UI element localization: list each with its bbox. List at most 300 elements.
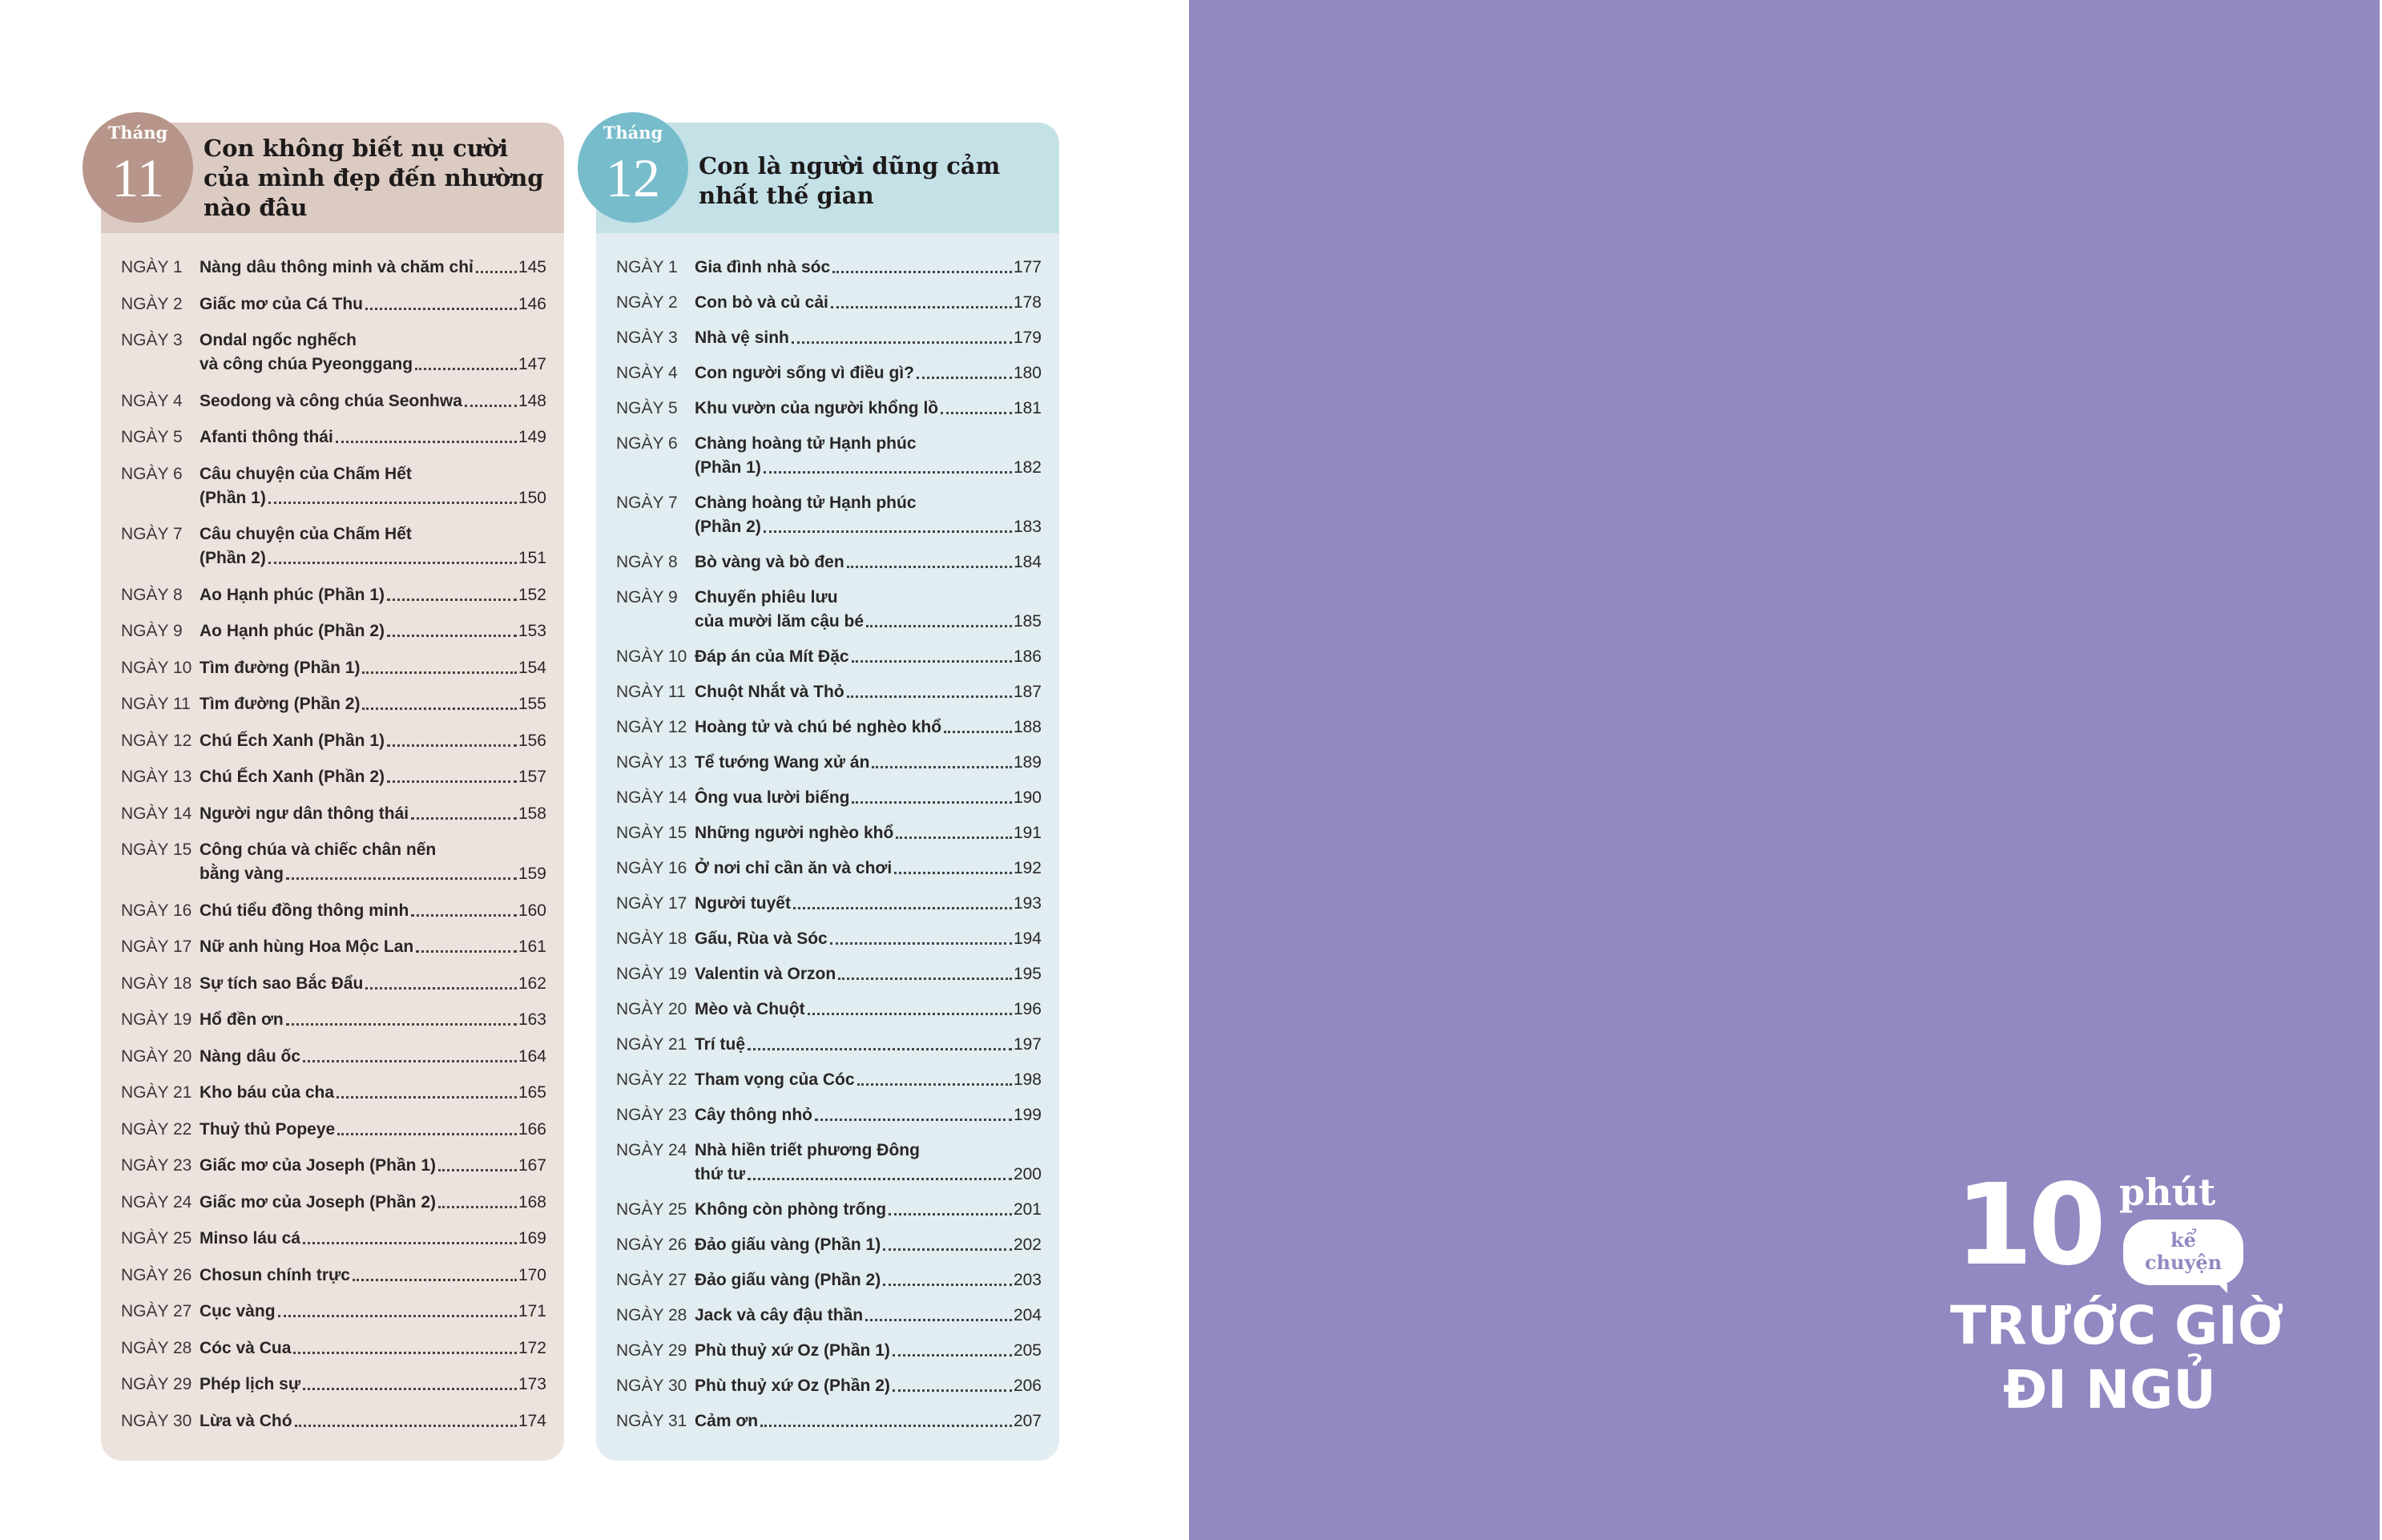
entry-body <box>695 432 1042 480</box>
page-number: 152 <box>518 585 546 604</box>
entry-body <box>200 765 546 789</box>
day-label: NGÀY 20 <box>616 1000 687 1018</box>
entry-body <box>200 1008 546 1032</box>
entry-title-line <box>200 1154 546 1178</box>
toc-entry[interactable] <box>121 838 546 886</box>
dot-leader <box>365 308 517 310</box>
toc-entry[interactable] <box>121 899 546 923</box>
entry-title: Trí tuệ <box>695 1035 746 1054</box>
toc-entry[interactable] <box>121 462 546 510</box>
month-12-list <box>616 256 1042 1445</box>
entry-title-line <box>200 802 546 826</box>
toc-entry[interactable] <box>121 1336 546 1361</box>
entry-title-line <box>200 353 546 377</box>
entry-body <box>695 1268 1042 1292</box>
page-number: 189 <box>1013 753 1042 772</box>
entry-body <box>200 656 546 680</box>
entry-title-line <box>695 1304 1042 1328</box>
month-11-list <box>121 256 546 1445</box>
entry-title: thứ tư <box>695 1165 746 1183</box>
page-number: 157 <box>518 768 546 786</box>
dot-leader <box>293 1352 517 1354</box>
entry-title-line <box>695 291 1042 315</box>
logo-number: 10 <box>1955 1160 2102 1291</box>
entry-title: Seodong và công chúa Seonhwa <box>200 391 462 410</box>
toc-entry[interactable] <box>616 892 1042 916</box>
toc-entry[interactable] <box>616 397 1042 421</box>
toc-entry[interactable] <box>616 680 1042 704</box>
day-label: NGÀY 23 <box>121 1156 192 1175</box>
logo-line2: ĐI NGỦ <box>2003 1359 2216 1421</box>
day-label: NGÀY 25 <box>121 1229 192 1248</box>
entry-body <box>695 927 1042 951</box>
page-number: 169 <box>518 1229 546 1248</box>
day-label: NGÀY 2 <box>616 293 678 312</box>
toc-entry[interactable] <box>121 1227 546 1251</box>
entry-body <box>200 619 546 643</box>
entry-title-line <box>200 486 546 510</box>
entry-title-line <box>200 462 546 486</box>
day-label: NGÀY 6 <box>616 434 678 453</box>
month-11-badge <box>83 112 193 223</box>
entry-title: Chosun chính trực <box>200 1265 350 1284</box>
entry-title: Chàng hoàng tử Hạnh phúc <box>695 434 917 453</box>
entry-body <box>200 583 546 607</box>
dot-leader <box>337 1133 517 1135</box>
entry-title: Nàng dâu thông minh và chăm chỉ <box>200 258 474 276</box>
dot-leader <box>793 907 1012 909</box>
toc-entry[interactable] <box>616 1139 1042 1187</box>
day-label: NGÀY 13 <box>121 768 192 786</box>
page-number: 183 <box>1013 518 1042 536</box>
dot-leader <box>748 1178 1012 1180</box>
dot-leader <box>303 1060 517 1062</box>
entry-title: Hổ đền ơn <box>200 1010 284 1029</box>
page-number: 196 <box>1013 1000 1042 1018</box>
entry-body <box>695 1339 1042 1363</box>
toc-entry[interactable] <box>616 1304 1042 1328</box>
page-number: 146 <box>518 294 546 313</box>
page-number: 161 <box>518 937 546 956</box>
day-label: NGÀY 30 <box>616 1377 687 1395</box>
entry-title-line <box>695 515 1042 539</box>
toc-entry[interactable] <box>121 619 546 643</box>
entry-body <box>695 1233 1042 1257</box>
page-number: 154 <box>518 658 546 677</box>
toc-entry[interactable] <box>616 857 1042 881</box>
entry-title: Nhà hiền triết phương Đông <box>695 1141 920 1159</box>
dot-leader <box>268 502 517 504</box>
day-label: NGÀY 30 <box>121 1411 192 1430</box>
page-number: 184 <box>1013 553 1042 571</box>
toc-entry[interactable] <box>121 1154 546 1178</box>
page-number: 205 <box>1013 1341 1042 1360</box>
page-number: 145 <box>518 258 546 276</box>
entry-title: Gấu, Rùa và Sóc <box>695 929 828 948</box>
entry-title: Tìm đường (Phần 2) <box>200 695 361 713</box>
day-label: NGÀY 7 <box>121 525 183 543</box>
entry-title-line <box>200 1300 546 1324</box>
page-number: 148 <box>518 391 546 410</box>
page-number: 162 <box>518 974 546 993</box>
entry-body <box>200 1336 546 1361</box>
page-number: 167 <box>518 1156 546 1175</box>
toc-entry[interactable] <box>616 1198 1042 1222</box>
page-number: 174 <box>518 1411 546 1430</box>
toc-entry[interactable] <box>616 786 1042 810</box>
toc-entry[interactable] <box>616 1033 1042 1057</box>
toc-entry[interactable] <box>616 821 1042 845</box>
entry-title: (Phần 1) <box>695 458 761 477</box>
entry-body <box>200 1045 546 1069</box>
entry-body <box>200 935 546 959</box>
entry-title: Giấc mơ của Joseph (Phần 1) <box>200 1156 437 1175</box>
dot-leader <box>831 306 1012 308</box>
toc-entry[interactable] <box>616 326 1042 350</box>
month-12-toc-panel <box>596 123 1059 1461</box>
entry-title: Tể tướng Wang xử án <box>695 753 870 772</box>
dot-leader <box>852 660 1012 663</box>
day-label: NGÀY 5 <box>616 399 678 417</box>
toc-entry[interactable] <box>616 491 1042 539</box>
entry-title-line <box>200 1191 546 1215</box>
toc-entry[interactable] <box>121 656 546 680</box>
entry-body <box>200 1118 546 1142</box>
toc-entry[interactable] <box>616 962 1042 986</box>
entry-body <box>200 292 546 316</box>
entry-title-line <box>695 550 1042 574</box>
entry-title: Sự tích sao Bắc Đẩu <box>200 974 364 993</box>
toc-entry[interactable] <box>121 1373 546 1397</box>
page-number: 207 <box>1013 1412 1042 1430</box>
toc-entry[interactable] <box>121 1191 546 1215</box>
entry-title: Ở nơi chỉ cần ăn và chơi <box>695 859 893 877</box>
page-number: 200 <box>1013 1165 1042 1183</box>
page-number: 150 <box>518 488 546 507</box>
entry-title-line <box>695 432 1042 456</box>
toc-entry[interactable] <box>616 998 1042 1022</box>
dot-leader <box>866 625 1012 627</box>
dot-leader <box>764 530 1012 533</box>
page-number: 198 <box>1013 1070 1042 1089</box>
toc-entry[interactable] <box>121 972 546 996</box>
entry-title: (Phần 2) <box>200 549 266 567</box>
dot-leader <box>872 766 1012 768</box>
page-number: 177 <box>1013 258 1042 276</box>
entry-body <box>695 857 1042 881</box>
month-label: Tháng <box>107 123 168 143</box>
day-label: NGÀY 3 <box>616 329 678 347</box>
toc-entry[interactable] <box>121 1264 546 1288</box>
entry-body <box>200 425 546 450</box>
entry-title-line <box>695 892 1042 916</box>
dot-leader <box>286 877 517 880</box>
entry-title-line <box>695 998 1042 1022</box>
page-number: 173 <box>518 1375 546 1393</box>
entry-title-line <box>695 586 1042 610</box>
entry-title-line <box>695 680 1042 704</box>
dot-leader <box>362 671 516 674</box>
dot-leader <box>883 1284 1012 1286</box>
entry-title-line <box>200 765 546 789</box>
entry-title: (Phần 2) <box>695 518 761 536</box>
entry-title-line <box>695 1139 1042 1163</box>
entry-title-line <box>200 1373 546 1397</box>
toc-entry[interactable] <box>121 802 546 826</box>
entry-body <box>695 998 1042 1022</box>
toc-entry[interactable] <box>121 1045 546 1069</box>
entry-body <box>200 462 546 510</box>
day-label: NGÀY 31 <box>616 1412 687 1430</box>
day-label: NGÀY 14 <box>616 788 687 807</box>
day-label: NGÀY 25 <box>616 1200 687 1219</box>
day-label: NGÀY 16 <box>616 859 687 877</box>
entry-title-line <box>200 1336 546 1361</box>
month-11-toc-panel <box>101 123 564 1461</box>
page-number: 158 <box>518 804 546 823</box>
dot-leader <box>362 708 516 710</box>
day-label: NGÀY 24 <box>121 1192 192 1211</box>
toc-entry[interactable] <box>616 432 1042 480</box>
page-number: 156 <box>518 731 546 750</box>
dot-leader <box>847 566 1012 568</box>
dot-leader <box>387 635 517 637</box>
entry-title: Valentin và Orzon <box>695 965 836 983</box>
dot-leader <box>268 562 517 564</box>
entry-body <box>695 1139 1042 1187</box>
page-number: 168 <box>518 1192 546 1211</box>
page-number: 180 <box>1013 364 1042 382</box>
entry-title-line <box>695 256 1042 280</box>
entry-title-line <box>200 583 546 607</box>
toc-entry[interactable] <box>616 1068 1042 1092</box>
toc-entry[interactable] <box>121 1409 546 1433</box>
toc-entry[interactable] <box>121 425 546 450</box>
entry-body <box>200 1300 546 1324</box>
entry-body <box>695 326 1042 350</box>
entry-body <box>695 645 1042 669</box>
entry-title: Cảm ơn <box>695 1412 759 1430</box>
dot-leader <box>760 1425 1012 1427</box>
entry-body <box>200 1373 546 1397</box>
entry-title-line <box>200 546 546 570</box>
entry-title-line <box>200 1227 546 1251</box>
toc-entry[interactable] <box>616 1103 1042 1127</box>
entry-title: Giấc mơ của Joseph (Phần 2) <box>200 1192 437 1211</box>
entry-title-line <box>200 329 546 353</box>
toc-entry[interactable] <box>121 729 546 753</box>
dot-leader <box>893 1354 1012 1357</box>
dot-leader <box>387 744 517 747</box>
entry-title-line <box>200 425 546 450</box>
toc-entry[interactable] <box>121 583 546 607</box>
entry-title-line <box>695 1163 1042 1187</box>
entry-title: Thuỷ thủ Popeye <box>200 1119 336 1139</box>
entry-title-line <box>695 927 1042 951</box>
day-label: NGÀY 7 <box>616 494 678 512</box>
entry-title: Chàng hoàng tử Hạnh phúc <box>695 494 917 512</box>
entry-title: Kho báu của cha <box>200 1083 335 1102</box>
entry-title: Giấc mơ của Cá Thu <box>200 294 363 313</box>
dot-leader <box>415 368 517 370</box>
entry-body <box>695 1374 1042 1398</box>
page-number: 155 <box>518 695 546 713</box>
toc-entry[interactable] <box>121 1081 546 1105</box>
entry-body <box>695 586 1042 634</box>
entry-body <box>200 1409 546 1433</box>
day-label: NGÀY 22 <box>616 1070 687 1089</box>
dot-leader <box>857 1083 1012 1086</box>
toc-entry[interactable] <box>121 292 546 316</box>
entry-title: Nàng dâu ốc <box>200 1046 301 1066</box>
entry-title: Bò vàng và bò đen <box>695 553 844 571</box>
toc-entry[interactable] <box>121 256 546 280</box>
dot-leader <box>852 801 1011 804</box>
entry-body <box>695 491 1042 539</box>
entry-title-line <box>695 326 1042 350</box>
entry-body <box>200 972 546 996</box>
entry-body <box>200 1191 546 1215</box>
dot-leader <box>764 471 1012 474</box>
toc-entry[interactable] <box>121 1300 546 1324</box>
entry-body <box>695 1033 1042 1057</box>
entry-body <box>200 522 546 570</box>
toc-entry[interactable] <box>121 1118 546 1142</box>
toc-entry[interactable] <box>616 1409 1042 1433</box>
entry-body <box>695 821 1042 845</box>
dot-leader <box>411 914 517 917</box>
toc-entry[interactable] <box>121 765 546 789</box>
entry-title-line <box>695 857 1042 881</box>
toc-entry[interactable] <box>616 1374 1042 1398</box>
entry-title-line <box>200 389 546 413</box>
entry-body <box>695 397 1042 421</box>
day-label: NGÀY 10 <box>121 658 192 677</box>
entry-title: Đảo giấu vàng (Phần 2) <box>695 1271 881 1289</box>
entry-title-line <box>200 972 546 996</box>
entry-title: Không còn phòng trống <box>695 1200 887 1219</box>
toc-entry[interactable] <box>616 361 1042 385</box>
month-12-badge <box>578 112 688 223</box>
entry-title-line <box>200 619 546 643</box>
entry-title-line <box>200 1118 546 1142</box>
logo-ke: kể <box>2170 1228 2196 1252</box>
day-label: NGÀY 14 <box>121 804 192 823</box>
entry-title-line <box>695 1103 1042 1127</box>
entry-title: Phù thuỷ xứ Oz (Phần 2) <box>695 1377 890 1395</box>
dot-leader <box>476 271 517 273</box>
page-number: 186 <box>1013 647 1042 666</box>
entry-title: Jack và cây đậu thần <box>695 1306 864 1324</box>
entry-title: Câu chuyện của Chấm Hết <box>200 464 412 483</box>
entry-body <box>695 256 1042 280</box>
page-number: 195 <box>1013 965 1042 983</box>
day-label: NGÀY 15 <box>121 841 192 859</box>
entry-body <box>200 692 546 716</box>
dot-leader <box>387 780 517 783</box>
entry-title-line <box>200 692 546 716</box>
entry-title: Cây thông nhỏ <box>695 1106 812 1124</box>
toc-entry[interactable] <box>616 1268 1042 1292</box>
toc-entry[interactable] <box>616 1233 1042 1257</box>
toc-entry[interactable] <box>616 645 1042 669</box>
toc-entry[interactable] <box>616 716 1042 740</box>
page-number: 164 <box>518 1046 546 1066</box>
dot-leader <box>838 978 1012 980</box>
toc-entry[interactable] <box>616 927 1042 951</box>
entry-title: bằng vàng <box>200 865 284 883</box>
day-label: NGÀY 22 <box>121 1119 192 1139</box>
dot-leader <box>894 872 1012 874</box>
dot-leader <box>387 599 517 601</box>
entry-body <box>200 1154 546 1178</box>
toc-entry[interactable] <box>616 1339 1042 1363</box>
day-label: NGÀY 11 <box>121 695 191 713</box>
page-number: 151 <box>518 549 546 567</box>
entry-title-line <box>695 1409 1042 1433</box>
entry-title-line <box>200 862 546 886</box>
entry-title-line <box>200 838 546 862</box>
entry-title-line <box>200 729 546 753</box>
toc-entry[interactable] <box>616 291 1042 315</box>
day-label: NGÀY 18 <box>616 929 687 948</box>
day-label: NGÀY 10 <box>616 647 687 666</box>
entry-title: Chuyến phiêu lưu <box>695 588 838 607</box>
entry-title: Câu chuyện của Chấm Hết <box>200 525 412 543</box>
day-label: NGÀY 8 <box>121 585 183 604</box>
toc-entry[interactable] <box>616 550 1042 574</box>
day-label: NGÀY 1 <box>121 258 183 276</box>
toc-entry[interactable] <box>121 329 546 377</box>
toc-entry[interactable] <box>616 256 1042 280</box>
entry-title-line <box>695 1198 1042 1222</box>
entry-body <box>695 1068 1042 1092</box>
day-label: NGÀY 12 <box>616 718 687 736</box>
entry-title: của mười lăm cậu bé <box>695 612 865 631</box>
entry-title: Con người sống vì điều gì? <box>695 364 914 382</box>
entry-body <box>695 361 1042 385</box>
day-label: NGÀY 28 <box>616 1306 687 1324</box>
day-label: NGÀY 6 <box>121 464 183 483</box>
entry-title: Ông vua lười biếng <box>695 788 850 807</box>
dot-leader <box>944 731 1012 733</box>
toc-entry[interactable] <box>616 586 1042 634</box>
day-label: NGÀY 8 <box>616 553 678 571</box>
dot-leader <box>847 695 1012 698</box>
entry-body <box>200 1227 546 1251</box>
entry-body <box>695 751 1042 775</box>
entry-title-line <box>695 716 1042 740</box>
month-11-title: Con không biết nụ cười của mình đẹp đến nhường nào đâu <box>204 135 544 221</box>
toc-entry[interactable] <box>121 389 546 413</box>
day-label: NGÀY 5 <box>121 428 183 446</box>
entry-title: Ao Hạnh phúc (Phần 2) <box>200 622 385 640</box>
day-label: NGÀY 18 <box>121 974 192 993</box>
entry-title: Ondal ngốc nghếch <box>200 331 357 349</box>
day-label: NGÀY 2 <box>121 294 183 313</box>
toc-entry[interactable] <box>616 751 1042 775</box>
book-logo <box>1950 1160 2307 1434</box>
toc-entry[interactable] <box>121 935 546 959</box>
toc-entry[interactable] <box>121 692 546 716</box>
entry-body <box>200 1264 546 1288</box>
toc-entry[interactable] <box>121 522 546 570</box>
page-number: 182 <box>1013 458 1042 477</box>
entry-title: Chú Ếch Xanh (Phần 2) <box>200 768 385 786</box>
entry-title-line <box>200 1008 546 1032</box>
toc-entry[interactable] <box>121 1008 546 1032</box>
entry-title: Cục vàng <box>200 1302 276 1320</box>
